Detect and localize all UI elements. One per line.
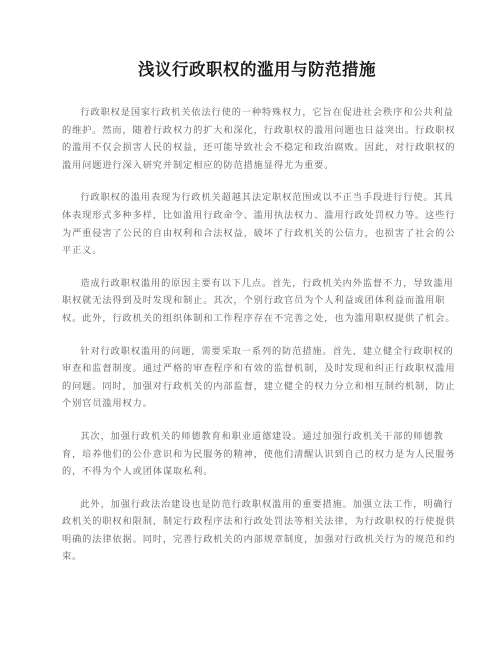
paragraph-2: 行政职权的滥用表现为行政机关超越其法定职权范围或以不正当手段进行行使。其具体表现形式多种多样，比如滥用行政命令、滥用执法权力、滥用行政处罚权力等。这些行为严重侵害了公民的自由权利和合法权益，破坏了行政机关的公信力，也损害了社会的公平正义。 <box>62 192 456 257</box>
document-title: 浅议行政职权的滥用与防范措施 <box>138 60 376 79</box>
paragraph-3: 造成行政职权滥用的原因主要有以下几点。首先，行政机关内外监督不力，导致滥用职权就无法得到及时发现和制止。其次，个别行政官员为个人利益或团体利益而滥用职权。此外，行政机关的组织体制和工作程序存在不完善之处，也为滥用职权提供了机会。 <box>62 277 456 324</box>
paragraph-1: 行政职权是国家行政机关依法行使的一种特殊权力，它旨在促进社会秩序和公共利益的维护。然而，随着行政权力的扩大和深化，行政职权的滥用问题也日益突出。行政职权的滥用不仅会损害人民的权益，还可能导致社会不稳定和政治腐败。因此，对行政职权的滥用问题进行深入研究并制定相应的防范措施显得尤为重要。 <box>62 107 456 171</box>
paragraph-5: 其次，加强行政机关的师德教育和职业道德建设。通过加强行政机关干部的师德教育，培养他们的公仆意识和为民服务的精神，使他们清醒认识到自己的权力是为人民服务的，不得为个人或团体谋取私利。 <box>62 430 456 478</box>
paragraph-6: 此外，加强行政法治建设也是防范行政职权滥用的重要措施。加强立法工作，明确行政机关的职权和限制，制定行政程序法和行政处罚法等相关法律，为行政职权的行使提供明确的法律依据。同时，完善行政机关的内部规章制度，加强对行政机关行为的规范和约束。 <box>62 498 456 563</box>
paragraph-4: 针对行政职权滥用的问题，需要采取一系列的防范措施。首先，建立健全行政职权的审查和监督制度。通过严格的审查程序和有效的监督机制，及时发现和纠正行政职权滥用的问题。同时，加强对行政机关的内部监督，建立健全的权力分立和相互制约机制，防止个别官员滥用权力。 <box>62 345 456 410</box>
